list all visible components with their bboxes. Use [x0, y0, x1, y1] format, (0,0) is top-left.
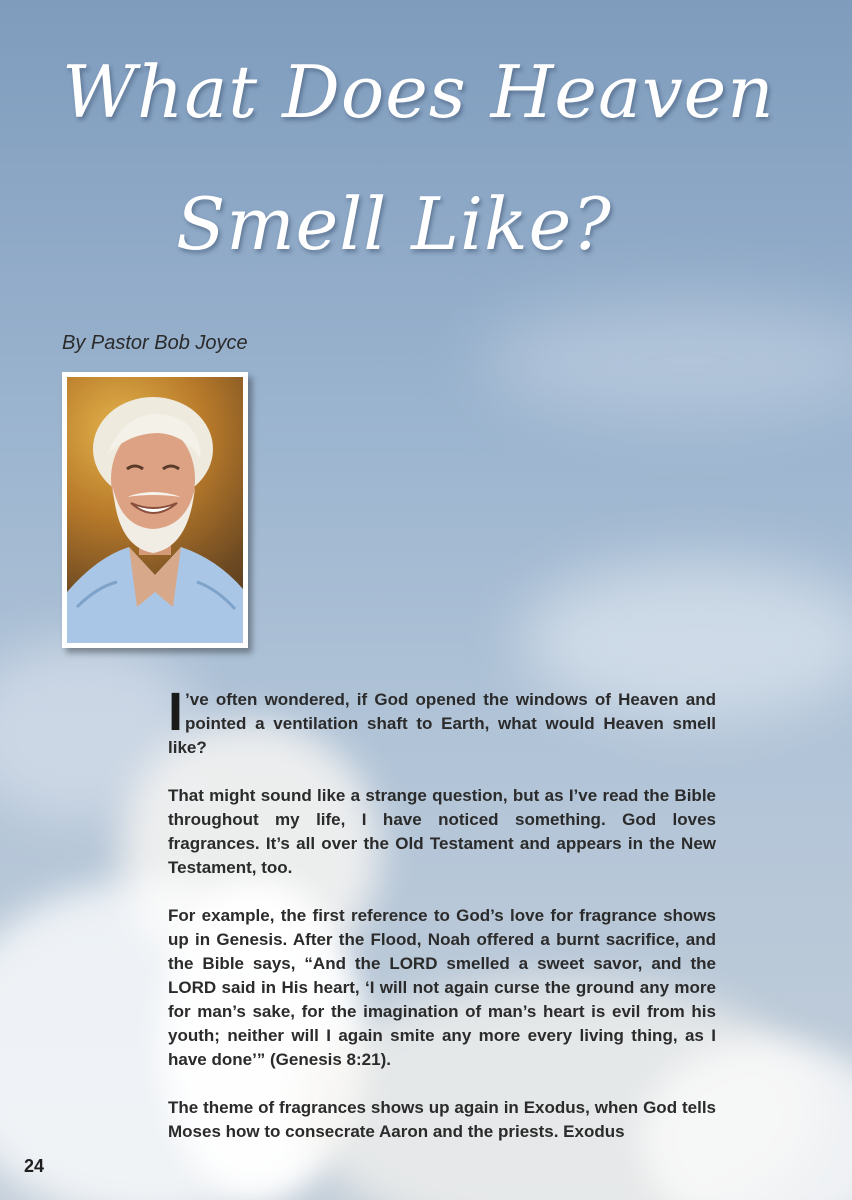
article-paragraph: The theme of fragrances shows up again in Exodus, when God tells Moses how to consecrate Aaron and the priests. Exodus	[168, 1098, 716, 1141]
author-photo-frame	[62, 372, 248, 648]
article-body	[168, 682, 716, 1168]
article-title-line-1: What Does Heaven	[62, 50, 775, 134]
article-paragraph	[168, 682, 716, 760]
paragraph-text: ’ve often wondered, if God opened the windows of Heaven and pointed a ventilation shaft to Earth, what would Heaven smell like?	[168, 690, 716, 757]
author-photo	[67, 377, 243, 643]
article-title-line-2: Smell Like?	[176, 182, 612, 266]
background-cloud	[480, 300, 852, 420]
author-byline: By Pastor Bob Joyce	[62, 332, 248, 354]
article-paragraph: For example, the first reference to God’s love for fragrance shows up in Genesis. After the Flood, Noah offered a burnt sacrifice, and the Bible says, “And the LORD smelled a sweet savor, and the LORD said in His heart, ‘I will not again curse the ground any more for man’s sake, for the imagination of man’s heart is evil from his youth; neither will I again smite any more every living thing, as I have done’” (Genesis 8:21).	[168, 906, 716, 1069]
article-paragraph: That might sound like a strange question, but as I’ve read the Bible throughout my life, I have noticed something. God loves fragrances. It’s all over the Old Testament and appears in the New Testament, too.	[168, 786, 716, 877]
drop-cap: I	[168, 682, 184, 742]
author-portrait-illustration	[67, 377, 243, 643]
page-number: 24	[24, 1156, 45, 1176]
